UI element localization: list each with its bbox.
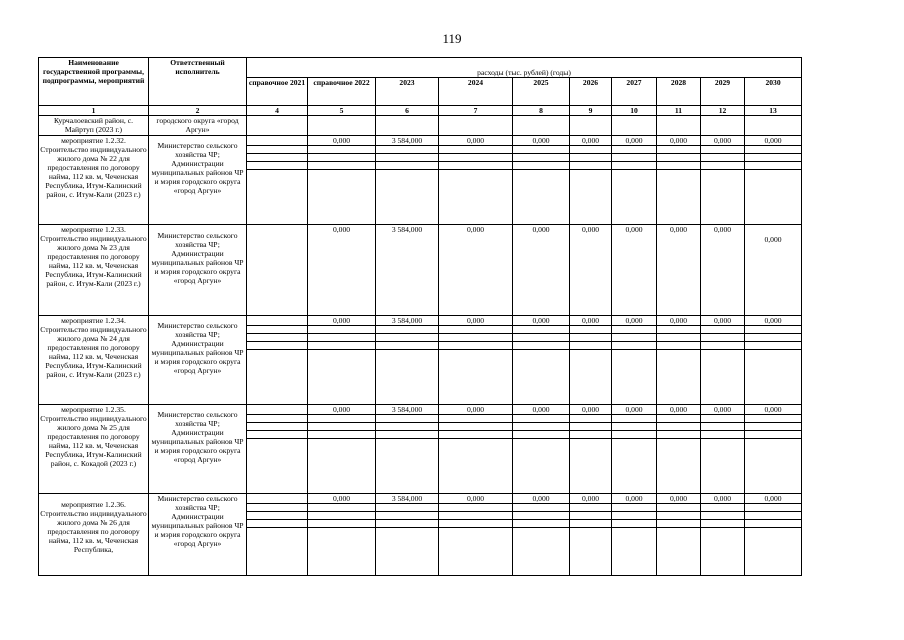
header-year: 2024 <box>439 78 513 106</box>
value-cell: 0,000 <box>308 316 376 326</box>
empty-cell <box>701 528 745 576</box>
empty-cell <box>657 520 701 528</box>
header-year: 2026 <box>570 78 612 106</box>
empty-cell <box>513 326 570 334</box>
empty-cell <box>439 154 513 162</box>
empty-cell <box>308 504 376 512</box>
empty-cell <box>701 162 745 170</box>
empty-cell <box>513 439 570 494</box>
empty-cell <box>701 350 745 405</box>
empty-cell <box>308 439 376 494</box>
measure-responsible: Министерство сельского хозяйства ЧР; Администрации муниципальных районов ЧР и мэрия городского округа «город Аргун» <box>149 136 247 225</box>
empty-cell <box>376 415 439 423</box>
empty-cell <box>308 334 376 342</box>
column-number: 8 <box>513 106 570 116</box>
value-cell: 0,000 <box>657 225 701 316</box>
empty-cell <box>376 154 439 162</box>
empty-cell <box>308 423 376 431</box>
empty-cell <box>570 154 612 162</box>
value-cell <box>247 225 308 316</box>
value-cell: 0,000 <box>439 405 513 415</box>
empty-cell <box>439 162 513 170</box>
empty-cell <box>612 350 657 405</box>
value-cell: 0,000 <box>745 136 802 146</box>
empty-cell <box>657 170 701 225</box>
empty-cell <box>657 431 701 439</box>
empty-cell <box>657 415 701 423</box>
header-expenses: расходы (тыс. рублей) (годы) <box>247 58 802 78</box>
column-number: 11 <box>657 106 701 116</box>
value-cell: 0,000 <box>570 405 612 415</box>
value-cell: 0,000 <box>570 494 612 504</box>
empty-cell <box>612 504 657 512</box>
value-cell: 0,000 <box>701 316 745 326</box>
empty-cell <box>247 439 308 494</box>
value-cell: 0,000 <box>570 316 612 326</box>
empty-cell <box>657 326 701 334</box>
column-number: 13 <box>745 106 802 116</box>
value-cell: 0,000 <box>701 405 745 415</box>
empty-cell <box>247 170 308 225</box>
empty-cell <box>570 423 612 431</box>
empty-cell <box>247 154 308 162</box>
empty-cell <box>745 162 802 170</box>
empty-cell <box>439 439 513 494</box>
empty-cell <box>612 334 657 342</box>
empty-cell <box>513 170 570 225</box>
empty-cell <box>612 528 657 576</box>
budget-table <box>38 57 802 576</box>
empty-cell <box>745 528 802 576</box>
empty-cell <box>701 520 745 528</box>
column-number: 12 <box>701 106 745 116</box>
empty-cell <box>513 431 570 439</box>
value-cell: 0,000 <box>612 225 657 316</box>
empty-cell <box>612 170 657 225</box>
empty-cell <box>513 342 570 350</box>
empty-cell <box>570 512 612 520</box>
empty-cell <box>612 146 657 154</box>
empty-cell <box>513 504 570 512</box>
header-year: 2028 <box>657 78 701 106</box>
value-cell: 0,000 <box>439 316 513 326</box>
empty-cell <box>513 162 570 170</box>
empty-cell <box>308 415 376 423</box>
empty-cell <box>570 439 612 494</box>
empty-cell <box>701 146 745 154</box>
value-cell: 0,000 <box>745 316 802 326</box>
empty-cell <box>376 170 439 225</box>
empty-cell <box>247 350 308 405</box>
empty-cell <box>701 415 745 423</box>
value-cell: 0,000 <box>513 316 570 326</box>
value-cell: 0,000 <box>612 494 657 504</box>
continuation-name: Курчалоевский район, с. Майртуп (2023 г.) <box>39 116 149 136</box>
value-cell: 0,000 <box>657 316 701 326</box>
empty-cell <box>376 431 439 439</box>
value-cell: 0,000 <box>657 494 701 504</box>
empty-cell <box>247 431 308 439</box>
value-cell: 0,000 <box>513 136 570 146</box>
empty-cell <box>247 326 308 334</box>
empty-cell <box>439 528 513 576</box>
value-cell: 0,000 <box>513 494 570 504</box>
value-cell: 0,000 <box>612 316 657 326</box>
empty-cell <box>657 528 701 576</box>
empty-cell <box>439 334 513 342</box>
empty-cell <box>570 162 612 170</box>
empty-cell <box>308 350 376 405</box>
empty-cell <box>308 162 376 170</box>
empty-cell <box>439 504 513 512</box>
value-cell <box>247 136 308 146</box>
empty-cell <box>247 520 308 528</box>
header-year: 2029 <box>701 78 745 106</box>
empty-cell <box>701 326 745 334</box>
empty-cell <box>612 439 657 494</box>
value-cell: 0,000 <box>701 225 745 316</box>
value-cell: 0,000 <box>701 136 745 146</box>
empty-cell <box>376 350 439 405</box>
empty-cell <box>701 439 745 494</box>
value-cell <box>247 494 308 504</box>
column-number: 5 <box>308 106 376 116</box>
value-cell: 0,000 <box>439 225 513 316</box>
empty-cell <box>308 146 376 154</box>
value-cell: 0,000 <box>570 225 612 316</box>
empty-cell <box>376 326 439 334</box>
empty-cell <box>657 342 701 350</box>
empty-cell <box>247 162 308 170</box>
empty-cell <box>701 431 745 439</box>
header-year: справочное 2021 <box>247 78 308 106</box>
value-cell: 0,000 <box>513 405 570 415</box>
empty-cell <box>745 334 802 342</box>
page-number: 119 <box>442 31 462 46</box>
empty-cell <box>570 415 612 423</box>
empty-cell <box>612 154 657 162</box>
empty-cell <box>439 170 513 225</box>
empty-cell <box>657 162 701 170</box>
measure-name: мероприятие 1.2.32. Строительство индивидуального жилого дома № 22 для предоставления по договору найма, 112 кв. м, Чеченская Республика, Итум-Калинский район, с. Итум-Кали (2023 г.) <box>39 136 149 225</box>
empty-cell <box>439 431 513 439</box>
value-cell: 0,000 <box>570 136 612 146</box>
empty-cell <box>612 162 657 170</box>
empty-cell <box>439 520 513 528</box>
empty-cell <box>513 520 570 528</box>
header-year: 2027 <box>612 78 657 106</box>
empty-cell <box>657 439 701 494</box>
value-cell: 3 584,000 <box>376 405 439 415</box>
empty-cell <box>439 350 513 405</box>
empty-cell <box>570 520 612 528</box>
empty-cell <box>612 423 657 431</box>
measure-name: мероприятие 1.2.35. Строительство индивидуального жилого дома № 25 для предоставления по договору найма, 112 кв. м, Чеченская Республика, Итум-Калинский район, с. Кокадой (2023 г.) <box>39 405 149 494</box>
empty-cell <box>513 415 570 423</box>
header-responsible: Ответственный исполнитель <box>149 58 247 106</box>
empty-cell <box>308 528 376 576</box>
empty-cell <box>745 415 802 423</box>
empty-cell <box>570 334 612 342</box>
column-number: 10 <box>612 106 657 116</box>
empty-cell <box>745 512 802 520</box>
empty-cell <box>570 528 612 576</box>
empty-cell <box>247 334 308 342</box>
empty-cell <box>439 326 513 334</box>
empty-cell <box>570 342 612 350</box>
value-cell: 0,000 <box>657 405 701 415</box>
empty-cell <box>247 528 308 576</box>
value-cell: 0,000 <box>612 405 657 415</box>
value-cell: 0,000 <box>745 494 802 504</box>
empty-cell <box>439 512 513 520</box>
empty-cell <box>612 415 657 423</box>
value-cell: 0,000 <box>657 136 701 146</box>
value-cell: 0,000 <box>745 225 802 316</box>
value-cell: 3 584,000 <box>376 494 439 504</box>
measure-name: мероприятие 1.2.34. Строительство индивидуального жилого дома № 24 для предоставления по договору найма, 112 кв. м, Чеченская Республика, Итум-Калинский район, с. Итум-Кали (2023 г.) <box>39 316 149 405</box>
empty-cell <box>745 350 802 405</box>
empty-cell <box>701 423 745 431</box>
empty-cell <box>657 512 701 520</box>
empty-cell <box>513 528 570 576</box>
empty-cell <box>308 431 376 439</box>
value-cell: 0,000 <box>612 136 657 146</box>
empty-cell <box>308 326 376 334</box>
empty-cell <box>570 504 612 512</box>
empty-cell <box>308 342 376 350</box>
empty-cell <box>657 504 701 512</box>
value-cell: 0,000 <box>308 225 376 316</box>
value-cell: 0,000 <box>308 136 376 146</box>
empty-cell <box>513 350 570 405</box>
empty-cell <box>745 170 802 225</box>
continuation-responsible: городского округа «город Аргун» <box>149 116 247 136</box>
empty-cell <box>745 520 802 528</box>
empty-cell <box>657 350 701 405</box>
empty-cell <box>513 146 570 154</box>
empty-cell <box>308 520 376 528</box>
empty-cell <box>439 415 513 423</box>
empty-cell <box>745 431 802 439</box>
column-number: 4 <box>247 106 308 116</box>
value-cell: 0,000 <box>701 494 745 504</box>
empty-cell <box>247 512 308 520</box>
empty-cell <box>376 146 439 154</box>
column-number: 7 <box>439 106 513 116</box>
empty-cell <box>308 512 376 520</box>
empty-cell <box>657 146 701 154</box>
empty-cell <box>612 431 657 439</box>
empty-cell <box>745 342 802 350</box>
header-year: справочное 2022 <box>308 78 376 106</box>
empty-cell <box>376 162 439 170</box>
empty-cell <box>308 154 376 162</box>
value-cell: 3 584,000 <box>376 136 439 146</box>
empty-cell <box>612 326 657 334</box>
empty-cell <box>745 146 802 154</box>
value-cell: 0,000 <box>308 494 376 504</box>
header-year: 2025 <box>513 78 570 106</box>
measure-name: мероприятие 1.2.33. Строительство индивидуального жилого дома № 23 для предоставления по договору найма, 112 кв. м, Чеченская Республика, Итум-Калинский район, с. Итум-Кали (2023 г.) <box>39 225 149 316</box>
header-year: 2030 <box>745 78 802 106</box>
empty-cell <box>570 146 612 154</box>
empty-cell <box>657 423 701 431</box>
empty-cell <box>570 431 612 439</box>
empty-cell <box>570 170 612 225</box>
empty-cell <box>376 439 439 494</box>
empty-cell <box>376 520 439 528</box>
column-number: 1 <box>39 106 149 116</box>
empty-cell <box>376 423 439 431</box>
empty-cell <box>376 334 439 342</box>
empty-cell <box>247 342 308 350</box>
value-cell: 0,000 <box>513 225 570 316</box>
measure-responsible: Министерство сельского хозяйства ЧР; Администрации муниципальных районов ЧР и мэрия городского округа «город Аргун» <box>149 225 247 316</box>
empty-cell <box>513 334 570 342</box>
empty-cell <box>247 146 308 154</box>
value-cell: 0,000 <box>439 136 513 146</box>
empty-cell <box>612 520 657 528</box>
empty-cell <box>439 423 513 431</box>
empty-cell <box>701 154 745 162</box>
empty-cell <box>247 504 308 512</box>
empty-cell <box>570 326 612 334</box>
value-cell <box>247 316 308 326</box>
empty-cell <box>612 512 657 520</box>
empty-cell <box>612 342 657 350</box>
empty-cell <box>701 334 745 342</box>
column-number: 2 <box>149 106 247 116</box>
empty-cell <box>745 439 802 494</box>
value-cell: 0,000 <box>439 494 513 504</box>
empty-cell <box>701 342 745 350</box>
value-cell: 3 584,000 <box>376 316 439 326</box>
measure-responsible: Министерство сельского хозяйства ЧР; Администрации муниципальных районов ЧР и мэрия городского округа «город Аргун» <box>149 405 247 494</box>
empty-cell <box>701 504 745 512</box>
empty-cell <box>701 512 745 520</box>
header-year: 2023 <box>376 78 439 106</box>
empty-cell <box>745 504 802 512</box>
empty-cell <box>247 415 308 423</box>
empty-cell <box>247 423 308 431</box>
value-cell: 0,000 <box>745 405 802 415</box>
column-number: 6 <box>376 106 439 116</box>
empty-cell <box>376 528 439 576</box>
value-cell: 0,000 <box>308 405 376 415</box>
column-number: 9 <box>570 106 612 116</box>
empty-cell <box>308 170 376 225</box>
empty-cell <box>657 334 701 342</box>
empty-cell <box>745 423 802 431</box>
value-cell: 3 584,000 <box>376 225 439 316</box>
empty-cell <box>439 146 513 154</box>
measure-responsible: Министерство сельского хозяйства ЧР; Администрации муниципальных районов ЧР и мэрия городского округа «город Аргун» <box>149 316 247 405</box>
empty-cell <box>513 154 570 162</box>
empty-cell <box>513 423 570 431</box>
empty-cell <box>376 512 439 520</box>
empty-cell <box>745 154 802 162</box>
empty-cell <box>657 154 701 162</box>
value-cell <box>247 405 308 415</box>
measure-responsible: Министерство сельского хозяйства ЧР; Администрации муниципальных районов ЧР и мэрия городского округа «город Аргун» <box>149 494 247 576</box>
empty-cell <box>701 170 745 225</box>
empty-cell <box>745 326 802 334</box>
empty-cell <box>439 342 513 350</box>
empty-cell <box>376 342 439 350</box>
empty-cell <box>513 512 570 520</box>
measure-name: мероприятие 1.2.36. Строительство индивидуального жилого дома № 26 для предоставления по договору найма, 112 кв. м, Чеченская Республика, <box>39 494 149 576</box>
header-name: Наименование государственной программы, подпрограммы, мероприятий <box>39 58 149 106</box>
empty-cell <box>376 504 439 512</box>
empty-cell <box>570 350 612 405</box>
